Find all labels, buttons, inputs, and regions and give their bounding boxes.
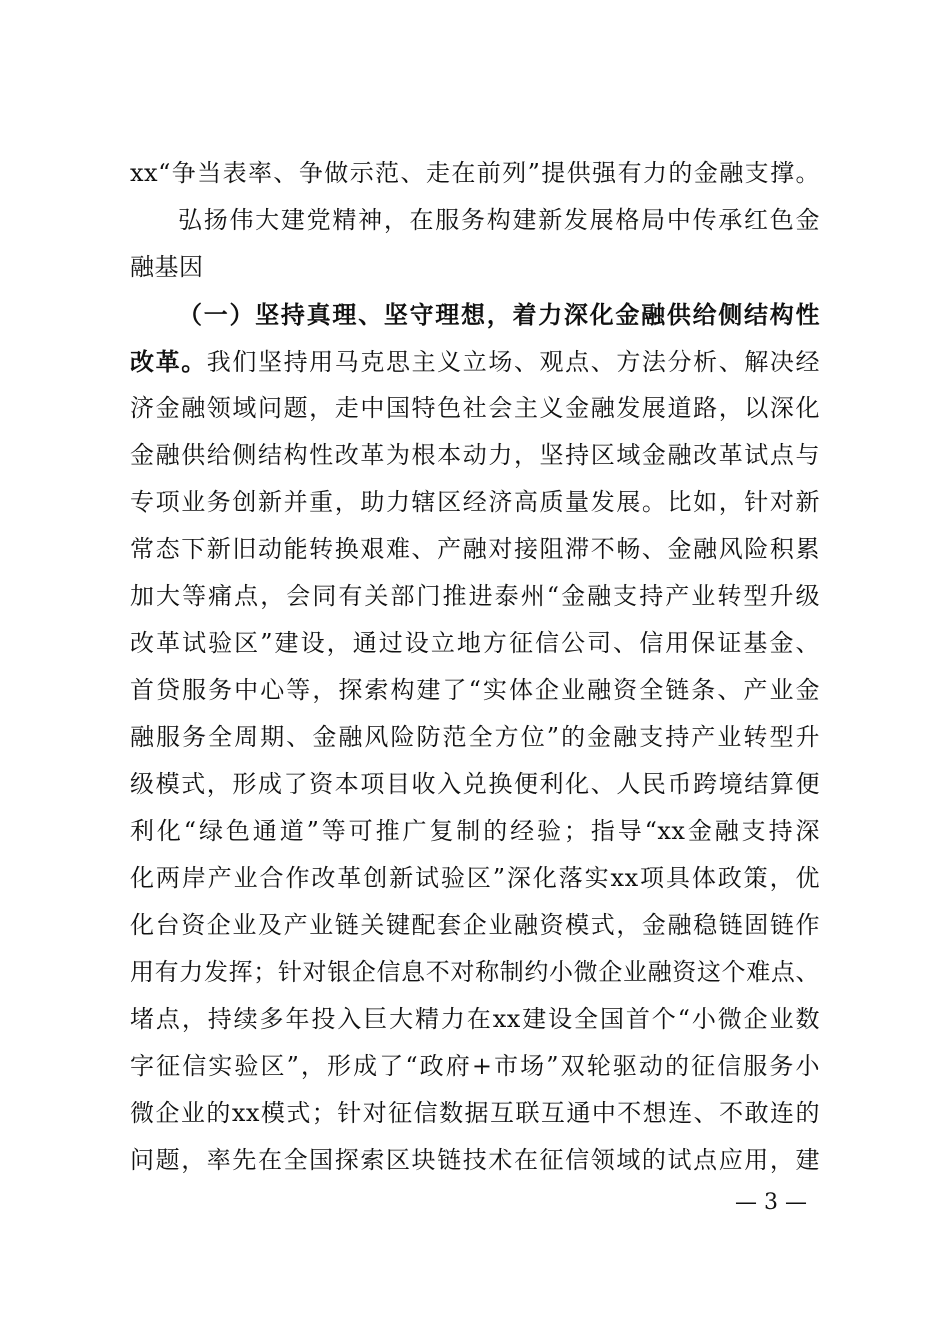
text-line-1: xx“争当表率、争做示范、走在前列”提供强有力的金融支撑。: [130, 159, 820, 187]
paragraph-line-15: 堵点，持续多年投入巨大精力在xx建设全国首个“小微企业数: [130, 1005, 820, 1033]
subsection-heading-line-1: （一）坚持真理、坚守理想，着力深化金融供给侧结构性: [178, 300, 820, 329]
subsection-heading-end: 改革。: [130, 347, 207, 376]
paragraph-line-6: 加大等痛点，会同有关部门推进泰州“金融支持产业转型升级: [130, 582, 820, 610]
section-heading-line-2: 融基因: [130, 253, 204, 281]
paragraph-line-1: [130, 338, 820, 385]
paragraph-line-1-text: 我们坚持用马克思主义立场、观点、方法分析、解决经: [206, 348, 820, 376]
paragraph-line-14: 用有力发挥；针对银企信息不对称制约小微企业融资这个难点、: [130, 958, 820, 986]
paragraph-line-12: 化两岸产业合作改革创新试验区”深化落实xx项具体政策，优: [130, 864, 820, 892]
paragraph-line-8: 首贷服务中心等，探索构建了“实体企业融资全链条、产业金: [130, 676, 820, 704]
paragraph-line-11: 利化“绿色通道”等可推广复制的经验；指导“xx金融支持深: [130, 817, 820, 845]
paragraph-line-9: 融服务全周期、金融风险防范全方位”的金融支持产业转型升: [130, 723, 820, 751]
paragraph-line-18: 问题，率先在全国探索区块链技术在征信领域的试点应用，建: [130, 1146, 820, 1174]
section-heading-line-1: 弘扬伟大建党精神，在服务构建新发展格局中传承红色金: [178, 206, 820, 234]
paragraph-line-7: 改革试验区”建设，通过设立地方征信公司、信用保证基金、: [130, 629, 820, 657]
body-text: [130, 150, 820, 1184]
paragraph-line-4: 专项业务创新并重，助力辖区经济高质量发展。比如，针对新: [130, 488, 820, 516]
paragraph-line-17: 微企业的xx模式；针对征信数据互联互通中不想连、不敢连的: [130, 1099, 820, 1127]
paragraph-line-16: 字征信实验区”，形成了“政府+市场”双轮驱动的征信服务小: [130, 1052, 820, 1080]
paragraph-line-3: 金融供给侧结构性改革为根本动力，坚持区域金融改革试点与: [130, 441, 820, 469]
page-number: — 3 —: [735, 1190, 807, 1215]
paragraph-line-2: 济金融领域问题，走中国特色社会主义金融发展道路，以深化: [130, 394, 820, 422]
paragraph-line-5: 常态下新旧动能转换艰难、产融对接阻滞不畅、金融风险积累: [130, 535, 820, 563]
paragraph-line-13: 化台资企业及产业链关键配套企业融资模式，金融稳链固链作: [130, 911, 820, 939]
paragraph-line-10: 级模式，形成了资本项目收入兑换便利化、人民币跨境结算便: [130, 770, 820, 798]
